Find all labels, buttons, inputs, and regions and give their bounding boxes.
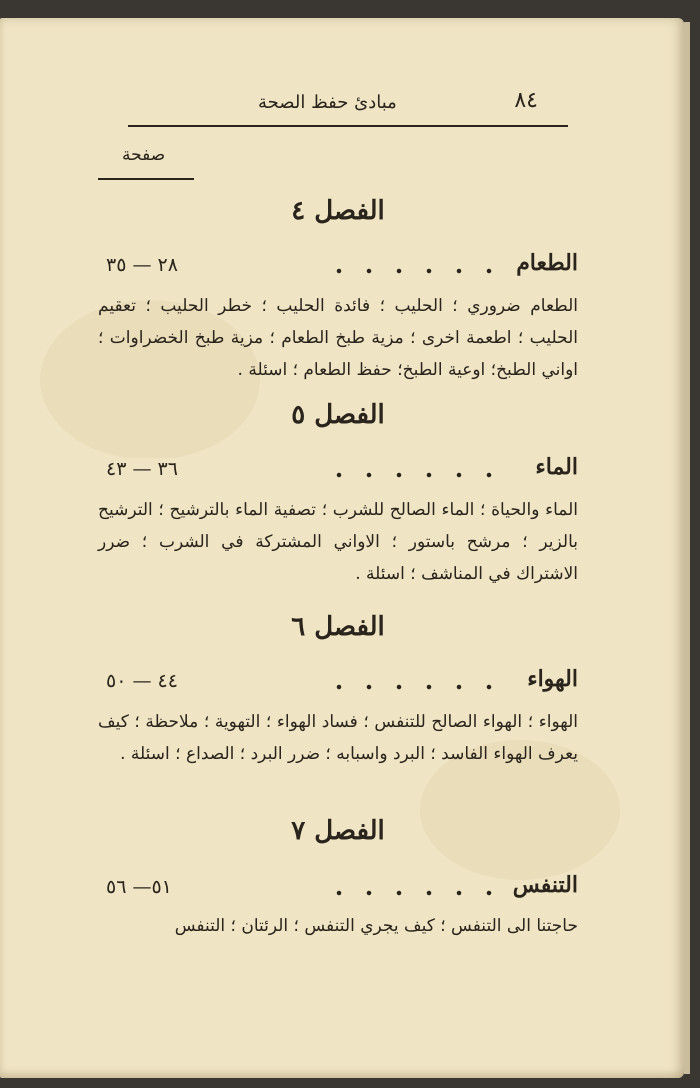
header-rule <box>128 125 568 127</box>
entry-title: الطعام <box>516 250 578 276</box>
page-number: ٨٤ <box>514 88 538 113</box>
dot-leader <box>324 268 496 274</box>
page-range: ٣٦ — ٤٣ <box>102 458 182 480</box>
running-header <box>128 88 568 122</box>
chapter-heading: الفصل ٧ <box>291 816 385 846</box>
page-range: ٢٨ — ٣٥ <box>102 254 182 276</box>
chapter-heading: الفصل ٤ <box>291 196 385 226</box>
column-label-rule <box>98 178 194 180</box>
chapter-description: الماء والحياة ؛ الماء الصالح للشرب ؛ تصفية الماء بالترشيح ؛ الترشيح بالزير ؛ مرشح باستور ؛ الاواني المشتركة في الشرب ؛ ضرر الاشتراك في المناشف ؛ اسئلة . <box>98 500 578 584</box>
chapter-description: الطعام ضروري ؛ الحليب ؛ فائدة الحليب ؛ خطر الحليب ؛ تعقيم الحليب ؛ اطعمة اخرى ؛ مزية طبخ الطعام ؛ مزية طبخ الخضراوات ؛ اواني الطبخ؛ اوعية الطبخ؛ حفظ الطعام ؛ اسئلة . <box>98 296 578 380</box>
toc-entry[interactable] <box>98 872 578 906</box>
toc-entry[interactable] <box>98 250 578 284</box>
page-column-label: صفحة <box>122 145 166 165</box>
page-range: ٤٤ — ٥٠ <box>102 670 182 692</box>
chapter-description: الهواء ؛ الهواء الصالح للتنفس ؛ فساد الهواء ؛ التهوية ؛ ملاحظة ؛ كيف يعرف الهواء الفاسد ؛ البرد واسبابه ؛ ضرر البرد ؛ الصداع ؛ اسئلة . <box>98 712 578 764</box>
page-range: ٥١— ٥٦ <box>102 876 176 898</box>
entry-title: الماء <box>535 454 578 480</box>
running-title: مبادئ حفظ الصحة <box>258 92 397 113</box>
entry-title: التنفس <box>512 872 578 898</box>
chapter-heading: الفصل ٦ <box>291 612 385 642</box>
chapter-heading: الفصل ٥ <box>291 400 385 430</box>
toc-entry[interactable] <box>98 454 578 488</box>
chapter-description: حاجتنا الى التنفس ؛ كيف يجري التنفس ؛ الرئتان ؛ التنفس <box>174 916 578 936</box>
page-edge <box>684 22 690 1074</box>
dot-leader <box>324 472 496 478</box>
dot-leader <box>324 684 496 690</box>
entry-title: الهواء <box>527 666 578 692</box>
toc-entry[interactable] <box>98 666 578 700</box>
dot-leader <box>324 890 496 896</box>
